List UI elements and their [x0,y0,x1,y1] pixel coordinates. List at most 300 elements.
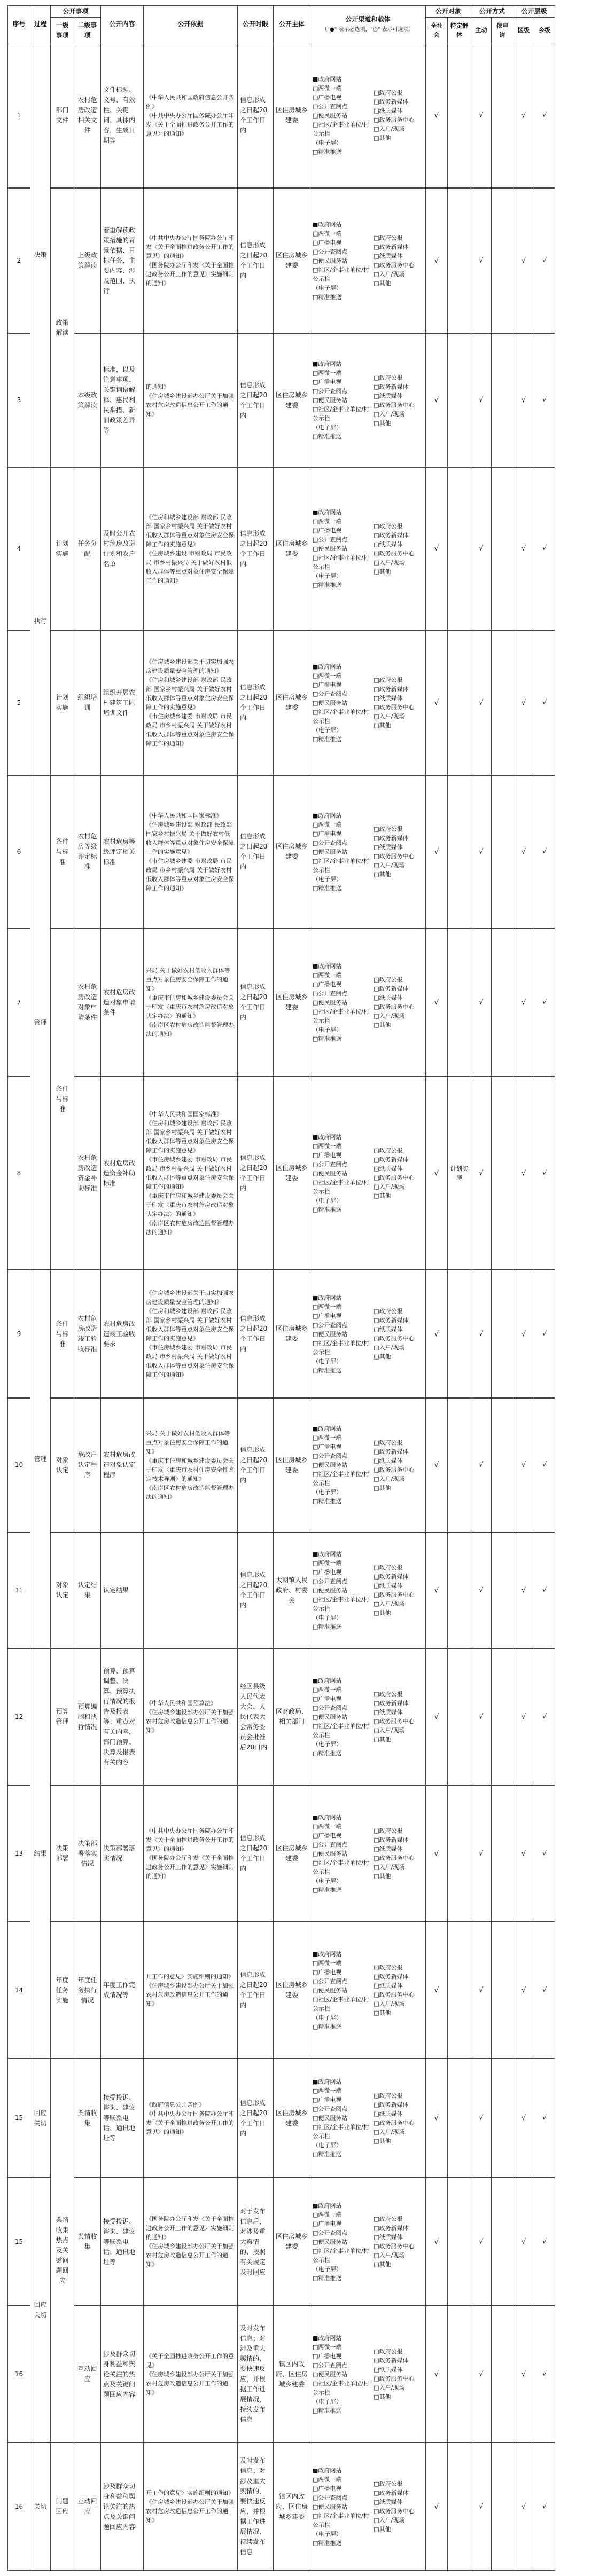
channel-list-right [373,1438,423,1493]
check-all: √ [425,1077,448,1270]
channel-list-left [313,2201,370,2283]
channel-option: □便民服务站 [313,397,348,404]
channel-option: （电子屏） [313,1740,342,1748]
channel-option: □社区/企事业单位/村公示栏 [313,1008,369,1024]
channel-option: □社区/企事业单位/村公示栏 [313,1996,369,2012]
channel-list-left [313,1424,370,1506]
check-act: √ [471,43,492,188]
channel-option: □社区/企事业单位/村公示栏 [313,554,369,570]
period-cell: 信息形成之日起20个工作日内 [237,1785,274,1922]
channel-option: □社区/企事业单位/村公示栏 [313,266,369,282]
check-spec [447,928,471,1077]
header-all-society: 全社会 [425,17,448,43]
disclosure-table [7,5,608,2573]
channel-option: □广播电视 [313,239,342,246]
level2-item: 农村危房改造资金补助标准 [74,1077,101,1270]
level2-item: 年度任务执行情况 [74,1922,101,2059]
channel-option: □政务服务中心 [373,1718,415,1725]
content-cell: 组织开展农村建筑工匠培训文件 [100,630,144,775]
channel-option: □政务服务中心 [373,401,415,409]
channel-cell [310,467,426,630]
channel-list-right [373,824,423,879]
channel-option: □公开查阅点 [313,248,348,255]
channel-option: □社区/企事业单位/村公示栏 [313,2512,369,2528]
period-cell: 及时发布信息；对涉及重大舆情的，要快速反应，并根据工作进展情况，持续发布信息 [237,2443,274,2571]
check-twn: √ [534,775,555,928]
period-cell: 信息形成之日起20个工作日内 [237,630,274,775]
channel-option: □精准推送 [313,1206,342,1213]
channel-option: □精准推送 [313,148,342,155]
channel-option: □精准推送 [313,2151,342,2158]
row-seq: 6 [7,775,30,928]
channel-list-right [373,88,423,143]
channel-option: ■政府网站 [313,1677,342,1684]
channel-cell [310,928,426,1077]
channel-option: □精准推送 [313,735,342,743]
channel-option: □政务新媒体 [373,1317,409,1324]
level2-item: 任务分配 [74,467,101,630]
channel-option: □政务服务中心 [373,549,415,557]
channel-option: □社区/企事业单位/村公示栏 [313,1179,369,1195]
channel-option: □政府公报 [373,1827,403,1834]
channel-option: □政务服务中心 [373,2508,415,2515]
header-content: 公开内容 [100,5,144,43]
channel-list-right [373,2479,423,2534]
channel-cell [310,43,426,188]
check-app [491,2178,513,2306]
channel-option: □入户/现场 [373,1344,405,1351]
channel-option: □社区/企事业单位/村公示栏 [313,708,369,725]
check-act: √ [471,928,492,1077]
check-cty: √ [513,43,534,188]
check-spec [447,1922,471,2059]
channel-option: □其他 [373,1353,391,1360]
header-target: 公开对象 [425,5,471,18]
channel-option: □社区/企事业单位/村公示栏 [313,2379,369,2396]
channel-option: □便民服务站 [313,1587,348,1594]
channel-cell [310,1648,426,1785]
check-all: √ [425,1785,448,1922]
channel-option: □政务新媒体 [373,531,409,539]
content-cell: 决策部署落实情况 [100,1785,144,1922]
check-cty: √ [513,928,534,1077]
channel-option: □入户/现场 [373,1727,405,1734]
check-all: √ [425,1532,448,1648]
level2-item: 本级政策解读 [74,333,101,467]
process-group: 结果 [30,1648,51,2059]
channel-option: □广播电视 [313,379,342,386]
check-spec [447,2306,471,2443]
check-spec [447,2178,471,2306]
subject-cell: 区住房城乡建委 [273,1077,310,1270]
channel-option: □政务新媒体 [373,244,409,250]
channel-list-left [313,2334,370,2415]
basis-cell: 《住房城乡建设部关于切实加强农房建设质量安全管理的通知》 《住房和城乡建设部 财政部 民政部 国家乡村振兴局 关于做好农村低收入群体等重点对象住房安全保障工作的实施意见》 《市住房城乡建委 市财政局 市民政局 市乡村振兴局 关于做好农村低收入群体等重点对象住房安全保障工作的通知》 [143,630,238,775]
channel-option: □纸质媒体 [373,695,403,702]
header-items: 公开事项 [50,5,101,18]
subject-cell: 区住房城乡建委 [273,1922,310,2059]
channel-option: □入户/现场 [373,2000,405,2007]
channel-option: □入户/现场 [373,1183,405,1190]
channel-option: □公开查阅点 [313,536,348,543]
check-spec [447,1532,471,1648]
channel-option: □便民服务站 [313,1850,348,1857]
channel-option: □政府公报 [373,1308,403,1315]
check-cty: √ [513,1077,534,1270]
period-cell: 信息形成之日起20个工作日内 [237,333,274,467]
content-cell: 年度工作完成情况等 [100,1922,144,2059]
header-township: 乡级 [534,17,555,43]
channel-option: □精准推送 [313,2023,342,2030]
level1-item: 政策解读 [50,188,74,467]
channel-option: □公开查阅点 [313,2494,348,2501]
check-act: √ [471,1077,492,1270]
channel-option: □便民服务站 [313,1169,348,1177]
check-all: √ [425,2443,448,2571]
channel-option: □政务服务中心 [373,1003,415,1010]
channel-option: □其他 [373,419,391,427]
subject-cell: 区住房城乡建委 [273,1398,310,1532]
channel-option: □两微一端 [313,1823,342,1830]
channel-option: □便民服务站 [313,1462,348,1468]
content-cell: 预算、预算调整、决算、预算执行情况的报告及报表等；重点对有关内容，部门预算、决算及报表有关内容 [100,1648,144,1785]
check-spec [447,1270,471,1398]
check-act: √ [471,188,492,333]
channel-option: □两微一端 [313,1686,342,1693]
check-act: √ [471,1648,492,1785]
channel-list-left [313,1293,370,1375]
channel-option: □纸质媒体 [373,2499,403,2506]
channel-option: □两微一端 [313,1303,342,1310]
channel-option: □公开查阅点 [313,839,348,846]
channel-list-right [373,2091,423,2146]
channel-option: □纸质媒体 [373,253,403,260]
check-all: √ [425,2306,448,2443]
check-spec [447,2443,471,2571]
channel-option: （电子屏） [313,2142,342,2149]
check-twn: √ [534,1785,555,1922]
subject-cell: 区住房城乡建委 [273,2178,310,2306]
channel-option: □政务新媒体 [373,2357,409,2364]
basis-cell: 《住房城乡建设部关于切实加强农房建设质量安全管理的通知》 《住房和城乡建设部 财政部 民政部 国家乡村振兴局 关于做好农村低收入群体等重点对象住房安全保障工作的实施意见》 《市住房城乡建委 市财政局 市民政局 市乡村振兴局 关于做好农村低收入群体等重点对象住房安全保障工作的通知》 [143,1270,238,1398]
channel-option: □精准推送 [313,1623,342,1630]
channel-option: □入户/现场 [373,1475,405,1482]
channel-option: □其他 [373,1022,391,1028]
channel-list-left [313,2077,370,2159]
basis-cell: 《中华人民共和国国家标准》 《住房城乡建设部 财政部 民政部 国家乡村振兴局 关于做好农村低收入群体等重点对象住房安全保障工作的实施意见》 《市住房城乡建委 市财政局 市民政局 市乡村振兴局 关于做好农村低收入群体等重点对象住房安全保障工作的通知》 [143,775,238,928]
level2-item: 农村危房改造对象申请条件 [74,928,101,1077]
row-seq: 8 [7,1077,30,1270]
channel-list-left [313,1950,370,2031]
channel-option: □公开查阅点 [313,1704,348,1711]
check-spec [447,775,471,928]
channel-option: □社区/企事业单位/村公示栏 [313,1471,369,1487]
channel-option: □广播电视 [313,1832,342,1839]
channel-option: □政务新媒体 [373,98,409,105]
channel-option: □政府公报 [373,1964,403,1971]
channel-cell [310,2306,426,2443]
row-seq: 14 [7,1922,30,2059]
channel-option: □广播电视 [313,980,342,988]
channel-option: □公开查阅点 [313,1160,348,1168]
check-app [491,1648,513,1785]
check-app [491,1532,513,1648]
subject-cell: 大朝镇人民政府、村委会 [273,1532,310,1648]
channel-option: □两微一端 [313,2476,342,2483]
header-process: 过程 [30,5,51,43]
channel-option: □广播电视 [313,1568,342,1576]
channel-option: □社区/企事业单位/村公示栏 [313,1339,369,1356]
channel-option: ■政府网站 [313,2202,342,2209]
row-seq: 1 [7,43,30,188]
channel-option: □政务新媒体 [373,1973,409,1980]
period-cell: 信息形成之日起20个工作日内 [237,1922,274,2059]
channel-list-left [313,1676,370,1758]
content-cell: 农村危房改造资金补助标准 [100,1077,144,1270]
channel-option: □政务新媒体 [373,2489,409,2496]
channel-option: □便民服务站 [313,699,348,706]
channel-option: □政府公报 [373,89,403,96]
header-level2: 二级事项 [74,17,101,43]
period-cell: 经区县级人民代表大会、人民代表大会常务委员会批准后20日内 [237,1648,274,1785]
content-cell: 及时公开农村危房改造计划和农户名单 [100,467,144,630]
check-app [491,630,513,775]
channel-option: （电子屏） [313,1489,342,1496]
channel-option: ■政府网站 [313,1294,342,1301]
channel-option: ■政府网站 [313,1550,342,1558]
check-all: √ [425,467,448,630]
channel-option: （电子屏） [313,2530,342,2538]
channel-option: □政务服务中心 [373,116,415,123]
process-group: 管理 [30,1270,51,1648]
basis-cell: 《国务院办公厅印发〈关于全面推进政务公开工作的意见〉实施细则的通知》 《住房城乡建设部办公厅关于加强农村危房改造信息公开工作的通知》 [143,2178,238,2306]
row-seq: 16 [7,2306,30,2443]
check-cty: √ [513,1785,534,1922]
channel-option: □政府公报 [373,1147,403,1154]
channel-option: □纸质媒体 [373,392,403,399]
check-twn: √ [534,1922,555,2059]
subject-cell: 镇区内政府、区住房城乡建委 [273,2306,310,2443]
channel-option: □广播电视 [313,2220,342,2227]
channel-option: □入户/现场 [373,713,405,720]
basis-cell: 兴局 关于做好农村低收入群体等重点对象住房安全保障工作的通知》 《重庆市住房和城乡建设委员会关于印发〈重庆市农村住房安全性鉴定技术导则〉的通知》 《南岸区农村危房改造监督管理办法的通知》 [143,1398,238,1532]
row-seq: 2 [7,188,30,333]
channel-cell [310,630,426,775]
channel-option: □入户/现场 [373,2384,405,2391]
channel-list-right [373,2214,423,2269]
channel-option: □入户/现场 [373,2252,405,2259]
channel-option: □便民服务站 [313,2370,348,2378]
channel-option: □两微一端 [313,2211,342,2218]
channel-option: □政务服务中心 [373,2243,415,2250]
channel-option: □政务服务中心 [373,2119,415,2126]
basis-cell: 《政府信息公开条例》 《中共中央办公厅国务院办公厅印发〈关于全面推进政务公开工作的意见〉的通知》 [143,2059,238,2178]
channel-option: □广播电视 [313,2096,342,2103]
period-cell: 信息形成之日起20个工作日内 [237,1532,274,1648]
check-twn: √ [534,2059,555,2178]
channel-option: （电子屏） [313,2265,342,2273]
channel-option: □其他 [373,1484,391,1491]
check-app [491,775,513,928]
channel-option: □政务服务中心 [373,2375,415,2382]
channel-option: □政务服务中心 [373,853,415,860]
period-cell: 信息形成之日起20个工作日内 [237,928,274,1077]
header-specific-group: 特定群体 [447,17,471,43]
channel-option: □政务服务中心 [373,1855,415,1862]
check-cty: √ [513,630,534,775]
channel-option: □精准推送 [313,1366,342,1374]
channel-option: □其他 [373,2393,391,2400]
level1-item: 条件与标准 [50,928,74,1270]
row-seq: 12 [7,1648,30,1785]
channel-option: □两微一端 [313,971,342,979]
row-seq: 13 [7,1785,30,1922]
channel-option: □社区/企事业单位/村公示栏 [313,857,369,874]
channel-list-left [313,1813,370,1895]
subject-cell: 区住房城乡建委 [273,467,310,630]
content-cell: 涉及群众切身利益和舆论关注的热点及关键问题回应内容 [100,2306,144,2443]
channel-option: □公开查阅点 [313,1321,348,1329]
process-group: 执行 [30,467,51,775]
channel-option: □政务新媒体 [373,2101,409,2108]
level1-item: 问题回应 [50,2443,74,2571]
check-act: √ [471,630,492,775]
row-seq: 10 [7,1398,30,1532]
channel-option: （电子屏） [313,726,342,734]
channel-cell [310,2059,426,2178]
basis-cell: 《中共中央办公厅国务院办公厅印发〈关于全面推进政务公开工作的意见〉的通知》 《国务院办公厅印发〈关于全面推进政务公开工作的意见〉实施细则的通知》 [143,188,238,333]
subject-cell: 区住房城乡建委 [273,630,310,775]
channel-option: □公开查阅点 [313,1977,348,1985]
check-cty: √ [513,1648,534,1785]
channel-option: （电子屏） [313,875,342,883]
level2-item: 预算编制和执行情况 [74,1648,101,1785]
channel-option: □精准推送 [313,2407,342,2414]
channel-option: □广播电视 [313,1695,342,1702]
subject-cell: 区住房城乡建委 [273,333,310,467]
channel-option: （电子屏） [313,424,342,431]
channel-option: □社区/企事业单位/村公示栏 [313,1596,369,1612]
channel-option: □其他 [373,280,391,287]
channel-option: □公开查阅点 [313,2229,348,2236]
channel-option: ■政府网站 [313,663,342,670]
header-county: 区级 [513,17,534,43]
level2-item: 组织培训 [74,630,101,775]
header-channel-title: 公开渠道和载体 [345,15,391,23]
check-all: √ [425,1270,448,1398]
channel-option: □精准推送 [313,884,342,892]
check-act: √ [471,2306,492,2443]
content-cell: 农村危房改造竣工验收要求 [100,1270,144,1398]
channel-option: □政务服务中心 [373,1174,415,1181]
channel-option: □政府公报 [373,1439,403,1446]
channel-option: □便民服务站 [313,2238,348,2245]
channel-option: ■政府网站 [313,2078,342,2085]
check-twn: √ [534,2178,555,2306]
channel-list-left [313,2466,370,2548]
channel-option: □公开查阅点 [313,690,348,697]
channel-option: □纸质媒体 [373,844,403,851]
level2-item: 互动回应 [74,2443,101,2571]
channel-option: □其他 [373,568,391,575]
channel-option: □广播电视 [313,1151,342,1159]
channel-option: □两微一端 [313,1559,342,1567]
level1-item: 条件与标准 [50,1270,74,1398]
process-group: 回应关切 [30,2059,51,2178]
channel-list-right [373,373,423,428]
check-app [491,928,513,1077]
header-active: 主动 [471,17,492,43]
content-cell: 农村危房等级评定相关标准 [100,775,144,928]
channel-option: □入户/现场 [373,862,405,869]
channel-option: □其他 [373,2137,391,2145]
basis-cell [143,1532,238,1648]
check-twn: √ [534,1077,555,1270]
channel-list-right [373,522,423,576]
row-seq: 15 [7,2178,30,2306]
channel-option: □纸质媒体 [373,1165,403,1172]
channel-option: □广播电视 [313,1443,342,1450]
channel-option: □广播电视 [313,2485,342,2492]
content-cell: 农村危房改造对象申请条件 [100,928,144,1077]
basis-cell: 兴局 关于做好农村低收入群体等重点对象住房安全保障工作的通知》 《重庆市住房和城乡建设委员会关于印发〈重庆市农村危房改造对象认定办法〉的通知》 《南岸区农村危房改造监督管理办法的通知》 [143,928,238,1077]
check-act: √ [471,1532,492,1648]
channel-option: □两微一端 [313,84,342,92]
check-twn: √ [534,1648,555,1785]
period-cell: 信息形成之日起20个工作日内 [237,1270,274,1398]
channel-option: □政务服务中心 [373,1335,415,1342]
check-all: √ [425,188,448,333]
channel-option: □政府公报 [373,2216,403,2222]
channel-option: □政务服务中心 [373,1466,415,1473]
channel-option: □政务新媒体 [373,2225,409,2232]
channel-option: □纸质媒体 [373,1709,403,1716]
check-spec [447,2059,471,2178]
basis-cell: 《中华人民共和国预算法》 《住房城乡建设部办公厅关于加强农村危房改造信息公开工作的通知》 [143,1648,238,1785]
check-spec [447,1648,471,1785]
check-all: √ [425,928,448,1077]
subject-cell: 区住房城乡建委 [273,1270,310,1398]
channel-option: □纸质媒体 [373,2366,403,2373]
channel-option: □入户/现场 [373,271,405,278]
channel-option: ■政府网站 [313,1133,342,1141]
channel-option: □纸质媒体 [373,1582,403,1589]
check-spec [447,467,471,630]
channel-option: □便民服务站 [313,2503,348,2510]
channel-option: □精准推送 [313,582,342,588]
channel-option: □政务服务中心 [373,1591,415,1598]
period-cell: 信息形成之日起20个工作日内 [237,1077,274,1270]
subject-cell: 区住房城乡建委 [273,928,310,1077]
channel-cell [310,188,426,333]
channel-list-left [313,75,370,156]
basis-cell: 开工作的意见〉实施细则的通知》 《住房城乡建设部办公厅关于加强农村危房改造信息公开工作的通知》 [143,2443,238,2571]
content-cell: 认定结果 [100,1532,144,1648]
check-app [491,1922,513,2059]
channel-option: □政务服务中心 [373,704,415,711]
channel-option: （电子屏） [313,1197,342,1204]
check-app [491,188,513,333]
channel-option: □两微一端 [313,230,342,237]
channel-cell [310,2178,426,2306]
subject-cell: 镇区内政府、区住房城乡建委 [273,2443,310,2571]
channel-list-left [313,220,370,302]
channel-list-right [373,1826,423,1881]
level1-item: 条件与标准 [50,775,74,928]
check-all: √ [425,775,448,928]
period-cell: 对于发布信息后，对涉及重大舆情的，按照有关规定及时回应 [237,2178,274,2306]
channel-list-right [373,975,423,1030]
